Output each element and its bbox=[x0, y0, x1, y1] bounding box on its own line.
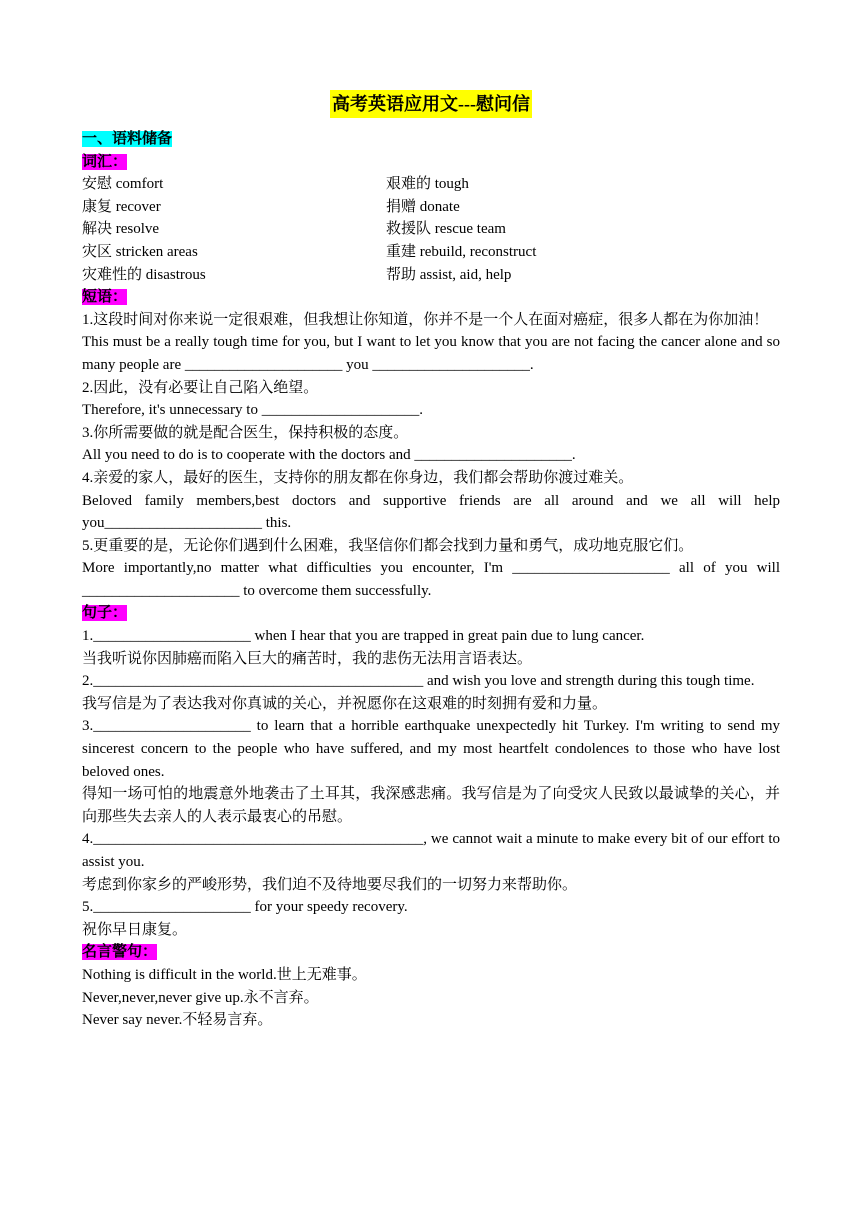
vocab-item: 重建 rebuild, reconstruct bbox=[386, 243, 537, 260]
vocab-item: 帮助 assist, aid, help bbox=[386, 266, 512, 283]
vocab-item: 灾难性的 disastrous bbox=[82, 266, 206, 283]
phrase-en: Therefore, it's unnecessary to _____________________. bbox=[82, 402, 423, 419]
vocab-row bbox=[82, 196, 780, 219]
sentence-cn: 得知一场可怕的地震意外地袭击了土耳其，我深感悲痛。我写信是为了向受灾人民致以最诚挚的关心，并向那些失去亲人的人表示最衷心的吊慰。 bbox=[82, 786, 780, 825]
vocab-row bbox=[82, 241, 780, 264]
document-title: 高考英语应用文---慰问信 bbox=[330, 90, 532, 118]
phrase-cn: 1.这段时间对你来说一定很艰难，但我想让你知道，你并不是一个人在面对癌症，很多人都在为你加油！ bbox=[82, 311, 769, 328]
phrase-en: More importantly,no matter what difficulties you encounter, I'm _____________________ all of you will _____________________ to overcome them successfully. bbox=[82, 560, 780, 599]
sentence-cn: 考虑到你家乡的严峻形势，我们迫不及待地要尽我们的一切努力来帮助你。 bbox=[82, 876, 578, 893]
vocab-item: 救援队 rescue team bbox=[386, 221, 506, 238]
document-title-wrap bbox=[82, 93, 780, 118]
phrase-en: This must be a really tough time for you, but I want to let you know that you are not facing the cancer alone and so many people are _____________________ you _____________________. bbox=[82, 334, 780, 373]
sentence-heading: 句子： bbox=[82, 605, 128, 622]
phrase-en: Beloved family members,best doctors and supportive friends are all around and we all will help you_____________________ this. bbox=[82, 492, 780, 532]
phrase-cn: 5.更重要的是，无论你们遇到什么困难，我坚信你们都会找到力量和勇气，成功地克服它们。 bbox=[82, 537, 694, 554]
vocab-row bbox=[82, 218, 780, 241]
vocab-item: 安慰 comfort bbox=[82, 176, 164, 193]
vocab-item: 灾区 stricken areas bbox=[82, 243, 198, 260]
phrase-cn: 4.亲爱的家人，最好的医生，支持你的朋友都在你身边，我们都会帮助你渡过难关。 bbox=[82, 469, 634, 486]
document-body bbox=[82, 128, 780, 1032]
quote-item: Never,never,never give up.永不言弃。 bbox=[82, 989, 319, 1006]
phrase-cn: 2.因此，没有必要让自己陷入绝望。 bbox=[82, 379, 319, 396]
vocab-item: 捐赠 donate bbox=[386, 198, 460, 215]
sentence-cn: 祝你早日康复。 bbox=[82, 921, 188, 938]
phrase-list bbox=[82, 309, 780, 603]
vocab-row bbox=[82, 173, 780, 196]
section-heading-corpus: 一、语料储备 bbox=[82, 131, 173, 147]
sentence-en: 3._____________________ to learn that a horrible earthquake unexpectedly hit Turkey. I'm writing to send my sincerest concern to the people who have suffered, and my most heartfelt condolences to those who have lost beloved ones. bbox=[82, 718, 780, 780]
sentence-cn: 当我听说你因肺癌而陷入巨大的痛苦时，我的悲伤无法用言语表达。 bbox=[82, 650, 533, 667]
quote-list bbox=[82, 964, 780, 1032]
phrase-heading: 短语： bbox=[82, 289, 128, 306]
sentence-en: 5._____________________ for your speedy recovery. bbox=[82, 899, 408, 916]
sentence-list bbox=[82, 625, 780, 941]
sentence-cn: 我写信是为了表达我对你真诚的关心，并祝愿你在这艰难的时刻拥有爱和力量。 bbox=[82, 695, 608, 712]
vocab-item: 艰难的 tough bbox=[386, 176, 469, 193]
phrase-en: All you need to do is to cooperate with the doctors and _____________________. bbox=[82, 447, 576, 464]
quote-item: Never say never.不轻易言弃。 bbox=[82, 1012, 273, 1029]
vocab-table bbox=[82, 173, 780, 286]
vocab-item: 解决 resolve bbox=[82, 221, 160, 238]
vocab-row bbox=[82, 264, 780, 287]
sentence-en: 4.____________________________________________, we cannot wait a minute to make every bit of our effort to assist you. bbox=[82, 831, 780, 870]
vocab-heading: 词汇： bbox=[82, 153, 128, 170]
vocab-item: 康复 recover bbox=[82, 198, 161, 215]
quote-heading: 名言警句： bbox=[82, 944, 158, 961]
phrase-cn: 3.你所需要做的就是配合医生，保持积极的态度。 bbox=[82, 424, 409, 441]
sentence-en: 2.____________________________________________ and wish you love and strength during this tough time. bbox=[82, 673, 755, 690]
sentence-en: 1._____________________ when I hear that you are trapped in great pain due to lung cancer. bbox=[82, 628, 645, 645]
quote-item: Nothing is difficult in the world.世上无难事。 bbox=[82, 966, 367, 983]
